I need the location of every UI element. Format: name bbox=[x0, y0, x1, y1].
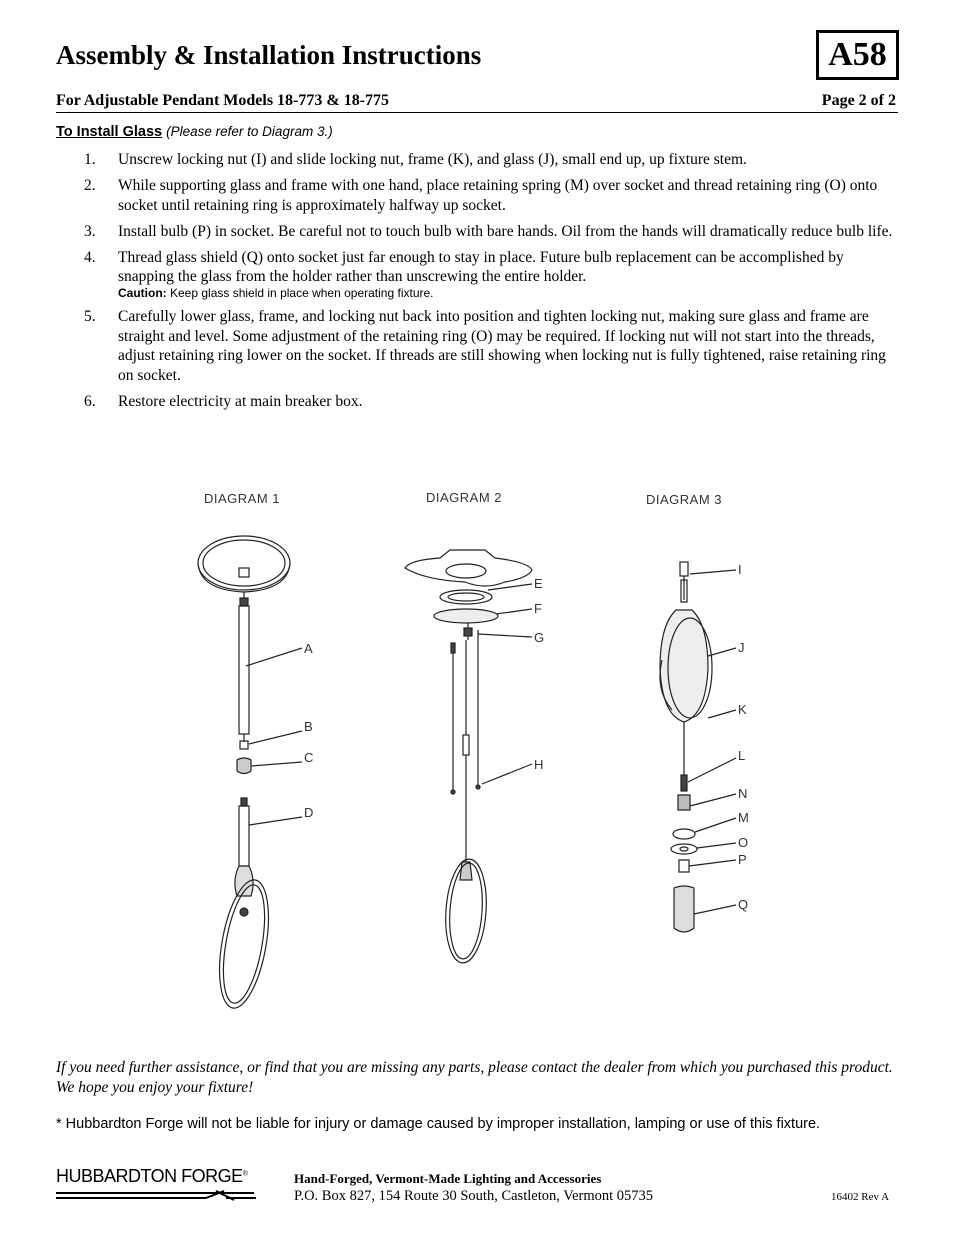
diagram-3-title: DIAGRAM 3 bbox=[646, 492, 723, 507]
callout-label: N bbox=[738, 786, 748, 801]
logo-tongs-icon bbox=[56, 1188, 256, 1202]
callout-label: L bbox=[738, 748, 746, 763]
callout-label: J bbox=[738, 640, 745, 655]
caution-text: Keep glass shield in place when operating fixture. bbox=[170, 285, 434, 300]
callout-label: E bbox=[534, 576, 544, 591]
step-number: 4. bbox=[84, 248, 96, 266]
diagram-1-illustration bbox=[198, 536, 302, 1012]
instruction-step bbox=[84, 222, 902, 242]
callout-label: O bbox=[738, 835, 749, 850]
step-number: 6. bbox=[84, 392, 96, 410]
company-address: P.O. Box 827, 154 Route 30 South, Castleton, Vermont 05735 bbox=[294, 1188, 654, 1204]
step-number: 5. bbox=[84, 308, 96, 326]
caution-label: Caution: bbox=[118, 285, 167, 300]
document-code-badge: A58 bbox=[816, 30, 899, 80]
step-number: 2. bbox=[84, 176, 96, 194]
callout-label: A bbox=[304, 641, 314, 656]
callout-label: K bbox=[738, 702, 748, 717]
step-number: 3. bbox=[84, 222, 96, 240]
instruction-step bbox=[84, 307, 902, 385]
registered-mark: ® bbox=[242, 1170, 248, 1178]
instruction-step bbox=[84, 392, 902, 412]
diagram-2-title: DIAGRAM 2 bbox=[426, 490, 503, 505]
document-revision: 16402 Rev A bbox=[831, 1191, 890, 1203]
step-text: Restore electricity at main breaker box. bbox=[118, 392, 363, 410]
instruction-step bbox=[84, 248, 902, 301]
section-heading bbox=[56, 124, 333, 140]
section-label: To Install Glass bbox=[56, 124, 163, 140]
document-title: Assembly & Installation Instructions bbox=[56, 40, 482, 70]
diagram-2-illustration bbox=[405, 550, 532, 964]
assembly-diagrams bbox=[0, 470, 954, 1030]
instruction-step bbox=[84, 176, 902, 215]
caution-note bbox=[118, 286, 902, 301]
callout-label: H bbox=[534, 757, 544, 772]
instruction-list bbox=[84, 150, 902, 418]
callout-label: B bbox=[304, 719, 314, 734]
brand-name: HUBBARDTON FORGE bbox=[56, 1166, 243, 1186]
callout-label: M bbox=[738, 810, 750, 825]
company-logo bbox=[56, 1166, 256, 1202]
subtitle-bar bbox=[56, 92, 898, 113]
step-number: 1. bbox=[84, 151, 96, 168]
instruction-step bbox=[84, 150, 902, 170]
step-text: Unscrew locking nut (I) and slide locking nut, frame (K), and glass (J), small end up, up fixture stem. bbox=[118, 151, 747, 168]
page-indicator: Page 2 of 2 bbox=[821, 92, 896, 109]
callout-label: D bbox=[304, 805, 314, 820]
company-tagline: Hand-Forged, Vermont-Made Lighting and Accessories bbox=[294, 1171, 602, 1186]
callout-label: I bbox=[738, 562, 743, 577]
step-text: Carefully lower glass, frame, and locking nut back into position and tighten locking nut, making sure glass and frame are straight and level. Some adjustment of the retaining ring (O) may be required. If locking nut will not start into the threads, adjust retaining ring lower on the socket. If threads are still showing when locking nut is fully tightened, raise retaining ring on socket. bbox=[118, 308, 886, 384]
section-note: (Please refer to Diagram 3.) bbox=[166, 124, 333, 139]
models-subtitle: For Adjustable Pendant Models 18-773 & 18-775 bbox=[56, 92, 390, 109]
step-text: Install bulb (P) in socket. Be careful not to touch bulb with bare hands. Oil from the hands will dramatically reduce bulb life. bbox=[118, 222, 893, 240]
callout-label: F bbox=[534, 601, 543, 616]
step-text: Thread glass shield (Q) onto socket just far enough to stay in place. Future bulb replacement can be accomplished by snapping the glass from the holder rather than unscrewing the entire holder. bbox=[118, 248, 844, 286]
diagram-3-illustration bbox=[660, 562, 736, 932]
assistance-note: If you need further assistance, or find that you are missing any parts, please contact the dealer from which you purchased this product. We hope you enjoy your fixture! bbox=[56, 1059, 893, 1096]
callout-label: P bbox=[738, 852, 748, 867]
callout-label: Q bbox=[738, 897, 749, 912]
step-text: While supporting glass and frame with one hand, place retaining spring (M) over socket and thread retaining ring (O) onto socket until retaining ring is approximately halfway up socket. bbox=[118, 176, 878, 214]
callout-label: G bbox=[534, 630, 545, 645]
diagram-1-title: DIAGRAM 1 bbox=[204, 491, 281, 506]
callout-label: C bbox=[304, 750, 314, 765]
liability-disclaimer: * Hubbardton Forge will not be liable for injury or damage caused by improper installation, lamping or use of this fixture. bbox=[56, 1116, 821, 1132]
